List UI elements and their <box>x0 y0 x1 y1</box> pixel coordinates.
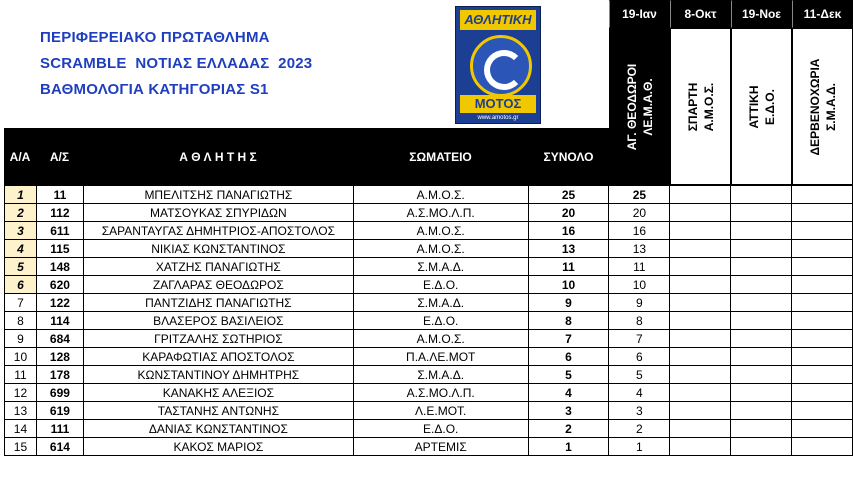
round4-points-cell[interactable] <box>792 330 853 348</box>
round2-points-cell[interactable] <box>670 258 731 276</box>
total-cell[interactable]: 9 <box>528 294 609 312</box>
event-header-4 <box>792 28 853 185</box>
round4-points-cell[interactable] <box>792 348 853 366</box>
total-cell[interactable]: 16 <box>528 222 609 240</box>
round2-points-cell[interactable] <box>670 204 731 222</box>
number-cell[interactable]: 614 <box>36 438 83 456</box>
round3-points-cell[interactable] <box>731 384 792 402</box>
round2-points-cell[interactable] <box>670 294 731 312</box>
title-line-2: SCRAMBLE ΝΟΤΙΑΣ ΕΛΛΑΔΑΣ 2023 <box>40 55 313 72</box>
rank-cell[interactable]: 5 <box>5 258 37 276</box>
total-cell[interactable]: 11 <box>528 258 609 276</box>
round3-points-cell[interactable] <box>731 276 792 294</box>
table-row <box>5 438 853 456</box>
col-header-as: Α/Σ <box>36 128 83 185</box>
number-cell[interactable]: 111 <box>36 420 83 438</box>
total-cell[interactable]: 4 <box>528 384 609 402</box>
col-header-club: ΣΩΜΑΤΕΙΟ <box>353 128 528 185</box>
event-date-2: 8-Οκτ <box>670 0 731 28</box>
round4-points-cell[interactable] <box>792 294 853 312</box>
club-cell[interactable]: Ε.Δ.Ο. <box>353 420 528 438</box>
athlete-cell[interactable]: ΝΙΚΙΑΣ ΚΩΝΣΤΑΝΤΙΝΟΣ <box>83 240 353 258</box>
total-cell[interactable]: 2 <box>528 420 609 438</box>
round3-points-cell[interactable] <box>731 240 792 258</box>
total-cell[interactable]: 6 <box>528 348 609 366</box>
total-cell[interactable]: 7 <box>528 330 609 348</box>
round3-points-cell[interactable] <box>731 420 792 438</box>
round1-points-cell[interactable]: 3 <box>609 402 670 420</box>
table-row <box>5 402 853 420</box>
round1-points-cell[interactable]: 13 <box>609 240 670 258</box>
round2-points-cell[interactable] <box>670 222 731 240</box>
round1-points-cell[interactable]: 4 <box>609 384 670 402</box>
club-cell[interactable]: Α.Μ.Ο.Σ. <box>353 186 528 204</box>
event-date-3: 19-Νοε <box>731 0 792 28</box>
round4-points-cell[interactable] <box>792 312 853 330</box>
round4-points-cell[interactable] <box>792 438 853 456</box>
athlete-cell[interactable]: ΠΑΝΤΖΙΔΗΣ ΠΑΝΑΓΙΩΤΗΣ <box>83 294 353 312</box>
round1-points-cell[interactable]: 8 <box>609 312 670 330</box>
total-cell[interactable]: 25 <box>528 186 609 204</box>
round3-points-cell[interactable] <box>731 258 792 276</box>
round3-points-cell[interactable] <box>731 348 792 366</box>
athlete-cell[interactable]: ΜΑΤΣΟΥΚΑΣ ΣΠΥΡΙΔΩΝ <box>83 204 353 222</box>
col-header-aa: Α/Α <box>4 128 36 185</box>
round4-points-cell[interactable] <box>792 420 853 438</box>
table-row <box>5 366 853 384</box>
round2-points-cell[interactable] <box>670 348 731 366</box>
club-cell[interactable]: Α.Μ.Ο.Σ. <box>353 240 528 258</box>
table-row <box>5 240 853 258</box>
number-cell[interactable]: 122 <box>36 294 83 312</box>
round1-points-cell[interactable]: 16 <box>609 222 670 240</box>
round3-points-cell[interactable] <box>731 204 792 222</box>
round1-points-cell[interactable]: 25 <box>609 186 670 204</box>
round3-points-cell[interactable] <box>731 294 792 312</box>
title-line-1: ΠΕΡΙΦΕΡΕΙΑΚΟ ΠΡΩΤΑΘΛΗΜΑ <box>40 29 270 46</box>
number-cell[interactable]: 11 <box>36 186 83 204</box>
table-row <box>5 312 853 330</box>
number-cell[interactable]: 620 <box>36 276 83 294</box>
total-cell[interactable]: 20 <box>528 204 609 222</box>
club-cell[interactable]: Σ.Μ.Α.Δ. <box>353 366 528 384</box>
table-row <box>5 276 853 294</box>
round4-points-cell[interactable] <box>792 402 853 420</box>
athlete-cell[interactable]: ΣΑΡΑΝΤΑΥΓΑΣ ΔΗΜΗΤΡΙΟΣ-ΑΠΟΣΤΟΛΟΣ <box>83 222 353 240</box>
number-cell[interactable]: 699 <box>36 384 83 402</box>
club-cell[interactable]: ΑΡΤΕΜΙΣ <box>353 438 528 456</box>
athlete-cell[interactable]: ΚΩΝΣΤΑΝΤΙΝΟΥ ΔΗΜΗΤΡΗΣ <box>83 366 353 384</box>
rank-cell[interactable]: 9 <box>5 330 37 348</box>
round1-points-cell[interactable]: 6 <box>609 348 670 366</box>
table-row <box>5 204 853 222</box>
number-cell[interactable]: 128 <box>36 348 83 366</box>
standings-table <box>4 185 853 456</box>
club-cell[interactable]: Σ.Μ.Α.Δ. <box>353 258 528 276</box>
round2-points-cell[interactable] <box>670 420 731 438</box>
event-name-3: ΑΤΤΙΚΗ Ε.Δ.Ο. <box>746 85 777 128</box>
round2-points-cell[interactable] <box>670 330 731 348</box>
round1-points-cell[interactable]: 2 <box>609 420 670 438</box>
athlete-cell[interactable]: ΜΠΕΛΙΤΣΗΣ ΠΑΝΑΓΙΩΤΗΣ <box>83 186 353 204</box>
round1-points-cell[interactable]: 5 <box>609 366 670 384</box>
total-cell[interactable]: 5 <box>528 366 609 384</box>
event-date-1: 19-Ιαν <box>609 0 670 28</box>
logo-url: www.amotos.gr <box>477 115 519 121</box>
round4-points-cell[interactable] <box>792 186 853 204</box>
club-cell[interactable]: Α.Σ.ΜΟ.Λ.Π. <box>353 204 528 222</box>
athlitiki-motos-logo <box>455 6 541 124</box>
round4-points-cell[interactable] <box>792 240 853 258</box>
number-cell[interactable]: 684 <box>36 330 83 348</box>
round2-points-cell[interactable] <box>670 240 731 258</box>
round1-points-cell[interactable]: 1 <box>609 438 670 456</box>
col-header-athlete: Α Θ Λ Η Τ Η Σ <box>83 128 353 185</box>
round4-points-cell[interactable] <box>792 276 853 294</box>
logo-emblem-icon <box>470 35 532 97</box>
club-cell[interactable]: Σ.Μ.Α.Δ. <box>353 294 528 312</box>
club-cell[interactable]: Α.Σ.ΜΟ.Λ.Π. <box>353 384 528 402</box>
club-cell[interactable]: Π.Α.ΛΕ.ΜΟΤ <box>353 348 528 366</box>
table-row <box>5 348 853 366</box>
number-cell[interactable]: 148 <box>36 258 83 276</box>
round3-points-cell[interactable] <box>731 438 792 456</box>
number-cell[interactable]: 619 <box>36 402 83 420</box>
rank-cell[interactable]: 6 <box>5 276 37 294</box>
title-line-3: ΒΑΘΜΟΛΟΓΙΑ ΚΑΤΗΓΟΡΙΑΣ S1 <box>40 81 269 98</box>
round2-points-cell[interactable] <box>670 402 731 420</box>
round2-points-cell[interactable] <box>670 312 731 330</box>
event-header-1 <box>609 28 670 185</box>
round2-points-cell[interactable] <box>670 186 731 204</box>
event-name-2: ΣΠΑΡΤΗ Α.Μ.Ο.Σ. <box>685 82 716 131</box>
athlete-cell[interactable]: ΚΑΚΟΣ ΜΑΡΙΟΣ <box>83 438 353 456</box>
total-cell[interactable]: 1 <box>528 438 609 456</box>
round3-points-cell[interactable] <box>731 330 792 348</box>
club-cell[interactable]: Α.Μ.Ο.Σ. <box>353 330 528 348</box>
rank-cell[interactable]: 12 <box>5 384 37 402</box>
round1-points-cell[interactable]: 10 <box>609 276 670 294</box>
round4-points-cell[interactable] <box>792 384 853 402</box>
athlete-cell[interactable]: ΖΑΓΛΑΡΑΣ ΘΕΟΔΩΡΟΣ <box>83 276 353 294</box>
round2-points-cell[interactable] <box>670 384 731 402</box>
round1-points-cell[interactable]: 9 <box>609 294 670 312</box>
athlete-cell[interactable]: ΤΑΣΤΑΝΗΣ ΑΝΤΩΝΗΣ <box>83 402 353 420</box>
round4-points-cell[interactable] <box>792 366 853 384</box>
number-cell[interactable]: 112 <box>36 204 83 222</box>
round2-points-cell[interactable] <box>670 438 731 456</box>
round3-points-cell[interactable] <box>731 402 792 420</box>
total-cell[interactable]: 3 <box>528 402 609 420</box>
rank-cell[interactable]: 4 <box>5 240 37 258</box>
table-row <box>5 420 853 438</box>
club-cell[interactable]: Λ.Ε.ΜΟΤ. <box>353 402 528 420</box>
round1-points-cell[interactable]: 20 <box>609 204 670 222</box>
rank-cell[interactable]: 3 <box>5 222 37 240</box>
athlete-cell[interactable]: ΧΑΤΖΗΣ ΠΑΝΑΓΙΩΤΗΣ <box>83 258 353 276</box>
table-row <box>5 222 853 240</box>
col-header-total: ΣΥΝΟΛΟ <box>528 128 609 185</box>
rank-cell[interactable]: 13 <box>5 402 37 420</box>
rank-cell[interactable]: 1 <box>5 186 37 204</box>
total-cell[interactable]: 8 <box>528 312 609 330</box>
club-cell[interactable]: Ε.Δ.Ο. <box>353 276 528 294</box>
table-row <box>5 294 853 312</box>
rank-cell[interactable]: 15 <box>5 438 37 456</box>
number-cell[interactable]: 178 <box>36 366 83 384</box>
event-date-4: 11-Δεκ <box>792 0 853 28</box>
round3-points-cell[interactable] <box>731 312 792 330</box>
club-cell[interactable]: Α.Μ.Ο.Σ. <box>353 222 528 240</box>
rank-cell[interactable]: 8 <box>5 312 37 330</box>
rank-cell[interactable]: 2 <box>5 204 37 222</box>
round2-points-cell[interactable] <box>670 366 731 384</box>
table-row <box>5 186 853 204</box>
athlete-cell[interactable]: ΔΑΝΙΑΣ ΚΩΝΣΤΑΝΤΙΝΟΣ <box>83 420 353 438</box>
athlete-cell[interactable]: ΓΡΙΤΖΑΛΗΣ ΣΩΤΗΡΙΟΣ <box>83 330 353 348</box>
total-cell[interactable]: 13 <box>528 240 609 258</box>
number-cell[interactable]: 115 <box>36 240 83 258</box>
round3-points-cell[interactable] <box>731 222 792 240</box>
number-cell[interactable]: 611 <box>36 222 83 240</box>
round4-points-cell[interactable] <box>792 258 853 276</box>
club-cell[interactable]: Ε.Δ.Ο. <box>353 312 528 330</box>
round1-points-cell[interactable]: 7 <box>609 330 670 348</box>
rank-cell[interactable]: 7 <box>5 294 37 312</box>
athlete-cell[interactable]: ΚΑΝΑΚΗΣ ΑΛΕΞΙΟΣ <box>83 384 353 402</box>
event-name-1: ΑΓ. ΘΕΟΔΩΡΟΙ ΛΕ.Μ.Α.Θ. <box>624 63 655 150</box>
rank-cell[interactable]: 11 <box>5 366 37 384</box>
event-name-4: ΔΕΡΒΕΝΟΧΩΡΙΑ Σ.Μ.Α.Δ. <box>807 58 838 155</box>
rank-cell[interactable]: 10 <box>5 348 37 366</box>
round4-points-cell[interactable] <box>792 204 853 222</box>
rank-cell[interactable]: 14 <box>5 420 37 438</box>
logo-top-text: ΑΘΛΗΤΙΚΗ <box>460 10 536 30</box>
logo-bottom-text: ΜΟΤΟΣ <box>460 95 536 113</box>
round4-points-cell[interactable] <box>792 222 853 240</box>
round1-points-cell[interactable]: 11 <box>609 258 670 276</box>
event-header-2 <box>670 28 731 185</box>
number-cell[interactable]: 114 <box>36 312 83 330</box>
total-cell[interactable]: 10 <box>528 276 609 294</box>
table-row <box>5 384 853 402</box>
table-row <box>5 330 853 348</box>
round3-points-cell[interactable] <box>731 186 792 204</box>
athlete-cell[interactable]: ΚΑΡΑΦΩΤΙΑΣ ΑΠΟΣΤΟΛΟΣ <box>83 348 353 366</box>
event-header-3 <box>731 28 792 185</box>
athlete-cell[interactable]: ΒΛΑΣΕΡΟΣ ΒΑΣΙΛΕΙΟΣ <box>83 312 353 330</box>
round3-points-cell[interactable] <box>731 366 792 384</box>
round2-points-cell[interactable] <box>670 276 731 294</box>
table-row <box>5 258 853 276</box>
